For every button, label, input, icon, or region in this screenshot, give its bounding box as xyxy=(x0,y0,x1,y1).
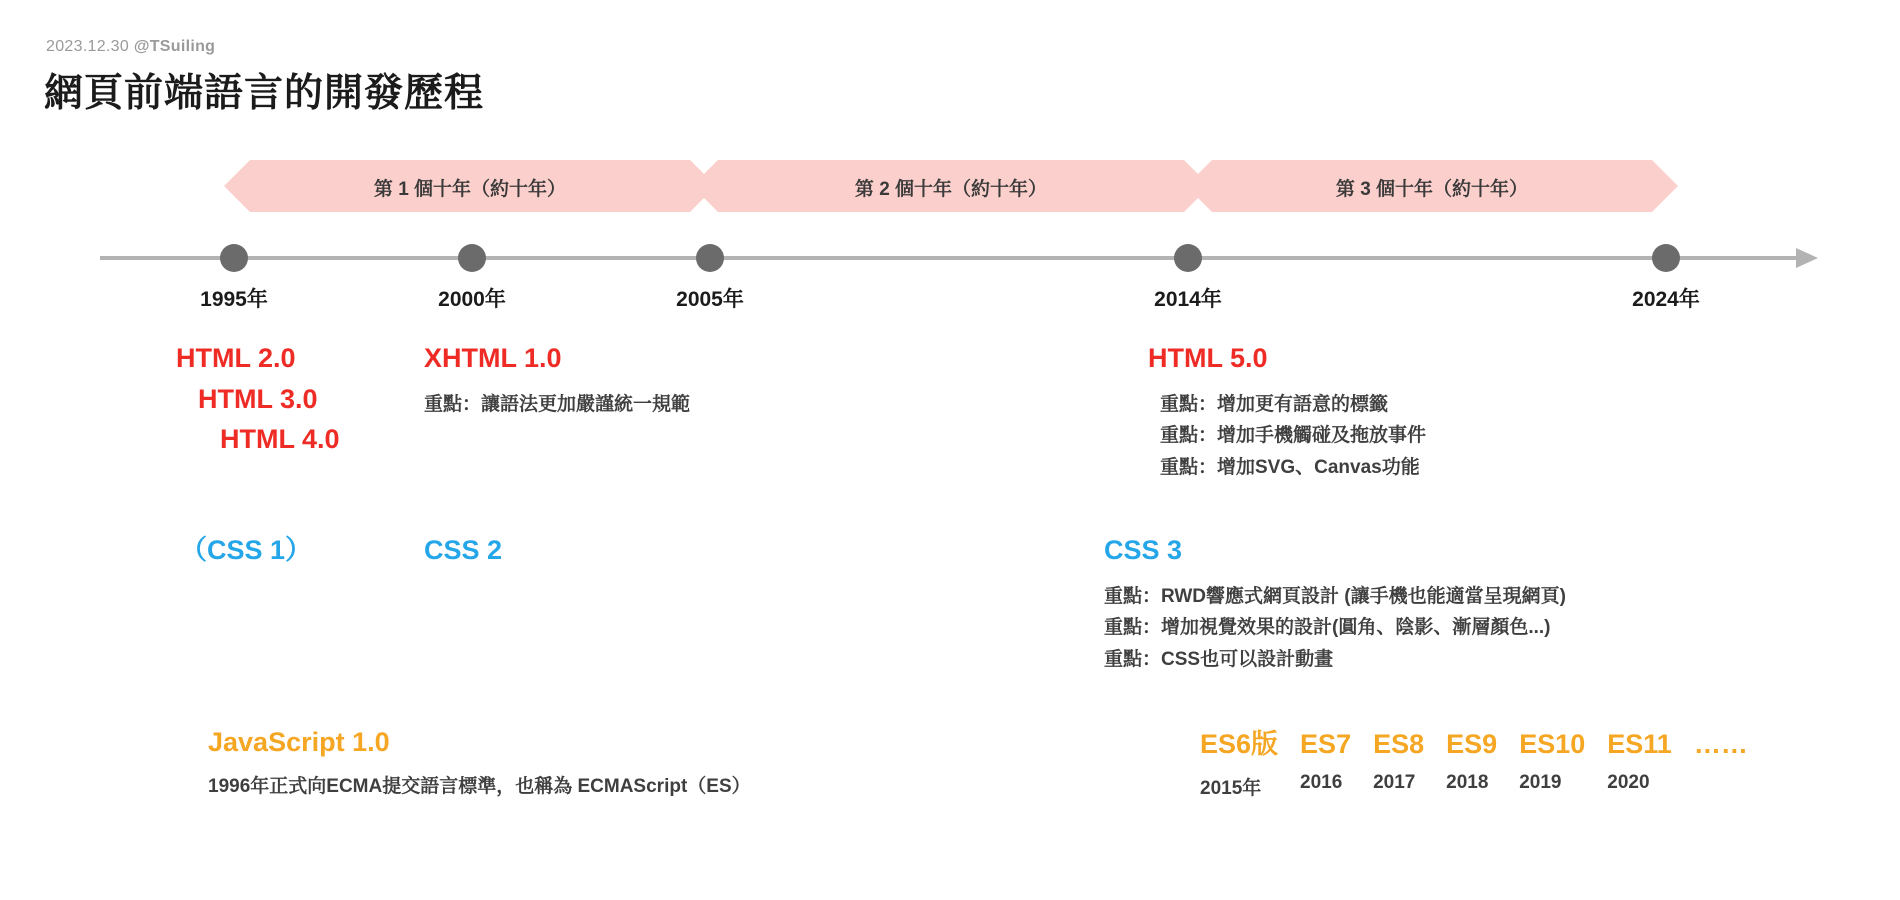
ecmascript-group xyxy=(1200,722,1748,800)
timeline-year-2014: 2014年 xyxy=(1154,288,1222,311)
css-3-note-3: 重點：CSS也可以設計動畫 xyxy=(1104,649,1334,671)
ecmascript-name-es10: ES10 xyxy=(1519,729,1586,759)
css-3-label: CSS 3 xyxy=(1104,535,1183,565)
html-1995-group xyxy=(176,338,340,460)
decade-band-1-left-arrow xyxy=(224,160,250,212)
timeline-year-2024: 2024年 xyxy=(1632,288,1700,311)
ecmascript-name-es6: ES6版 xyxy=(1200,729,1279,759)
timeline-arrowhead-icon xyxy=(1796,248,1818,268)
html-5-0-note-3: 重點：增加SVG、Canvas功能 xyxy=(1160,457,1420,479)
xhtml-1-0-note-1: 重點：讓語法更加嚴謹統一規範 xyxy=(424,393,691,415)
ecmascript-name-es9: ES9 xyxy=(1446,729,1498,759)
timeline-dot-2024 xyxy=(1652,244,1680,272)
timeline-year-2000: 2000年 xyxy=(438,288,506,311)
ecmascript-version-row xyxy=(1200,722,1748,800)
byline-date: 2023.12.30 xyxy=(46,38,130,55)
ecmascript-item-es11 xyxy=(1607,729,1672,794)
css-3-note-2: 重點：增加視覺效果的設計(圓角、陰影、漸層顏色...) xyxy=(1104,617,1551,639)
decade-band-1-label: 第 1 個十年（約十年） xyxy=(373,179,567,200)
html-5-0-label: HTML 5.0 xyxy=(1148,343,1268,373)
decade-band-1 xyxy=(250,160,690,212)
html-5-0-note-1: 重點：增加更有語意的標籤 xyxy=(1160,393,1389,415)
byline xyxy=(46,38,215,56)
html-5-0-note-2: 重點：增加手機觸碰及拖放事件 xyxy=(1160,425,1427,447)
decade-band-2-label: 第 2 個十年（約十年） xyxy=(854,179,1048,200)
css-3-note-1: 重點：RWD響應式網頁設計 (讓手機也能適當呈現網頁) xyxy=(1104,585,1566,607)
decade-band-3 xyxy=(1212,160,1652,212)
timeline-dot-2014 xyxy=(1174,244,1202,272)
html-3-0-label: HTML 3.0 xyxy=(198,383,318,414)
javascript-1-0-label: JavaScript 1.0 xyxy=(208,727,390,757)
ecmascript-name-es7: ES7 xyxy=(1300,729,1352,759)
timeline-year-1995: 1995年 xyxy=(200,288,268,311)
ecmascript-item-es6 xyxy=(1200,722,1278,800)
ecmascript-year-es9: 2018 xyxy=(1446,772,1489,793)
ecmascript-item-es10 xyxy=(1519,729,1585,794)
css1-group xyxy=(180,530,312,571)
timeline-dot-2005 xyxy=(696,244,724,272)
ecmascript-name-es11: ES11 xyxy=(1607,729,1672,759)
ecmascript-item-es9 xyxy=(1446,729,1497,794)
html5-2014-group xyxy=(1148,338,1426,484)
timeline-year-2005: 2005年 xyxy=(676,288,744,311)
ecmascript-name-es8: ES8 xyxy=(1373,729,1425,759)
css-1-label: （CSS 1） xyxy=(180,535,313,565)
ecmascript-year-es7: 2016 xyxy=(1300,772,1343,793)
css-2-label: CSS 2 xyxy=(424,535,503,565)
ecmascript-item-es8 xyxy=(1373,729,1424,794)
page-title: 網頁前端語言的開發歷程 xyxy=(44,72,485,115)
decade-band-3-label: 第 3 個十年（約十年） xyxy=(1335,179,1529,200)
ecmascript-year-es10: 2019 xyxy=(1519,772,1562,793)
ecmascript-year-es8: 2017 xyxy=(1373,772,1416,793)
css2-group xyxy=(424,530,502,571)
xhtml-1-0-label: XHTML 1.0 xyxy=(424,343,562,373)
css3-group xyxy=(1104,530,1566,676)
ecmascript-ellipsis: …… xyxy=(1693,729,1748,759)
ecmascript-year-es11: 2020 xyxy=(1607,772,1650,793)
javascript-note-1: 1996年正式向ECMA提交語言標準，也稱為 ECMAScript（ES） xyxy=(208,775,751,797)
html-4-0-label: HTML 4.0 xyxy=(220,424,340,454)
decade-band-2 xyxy=(718,160,1184,212)
byline-handle: @TSuiling xyxy=(133,38,216,55)
javascript-group xyxy=(208,722,751,802)
timeline-axis xyxy=(100,256,1800,260)
xhtml-2000-group xyxy=(424,338,690,420)
ecmascript-year-es6: 2015年 xyxy=(1200,778,1262,799)
html-2-0-label: HTML 2.0 xyxy=(176,343,296,373)
timeline-dot-2000 xyxy=(458,244,486,272)
timeline-dot-1995 xyxy=(220,244,248,272)
ecmascript-item-es7 xyxy=(1300,729,1351,794)
decade-band-3-right-arrow xyxy=(1652,160,1678,212)
